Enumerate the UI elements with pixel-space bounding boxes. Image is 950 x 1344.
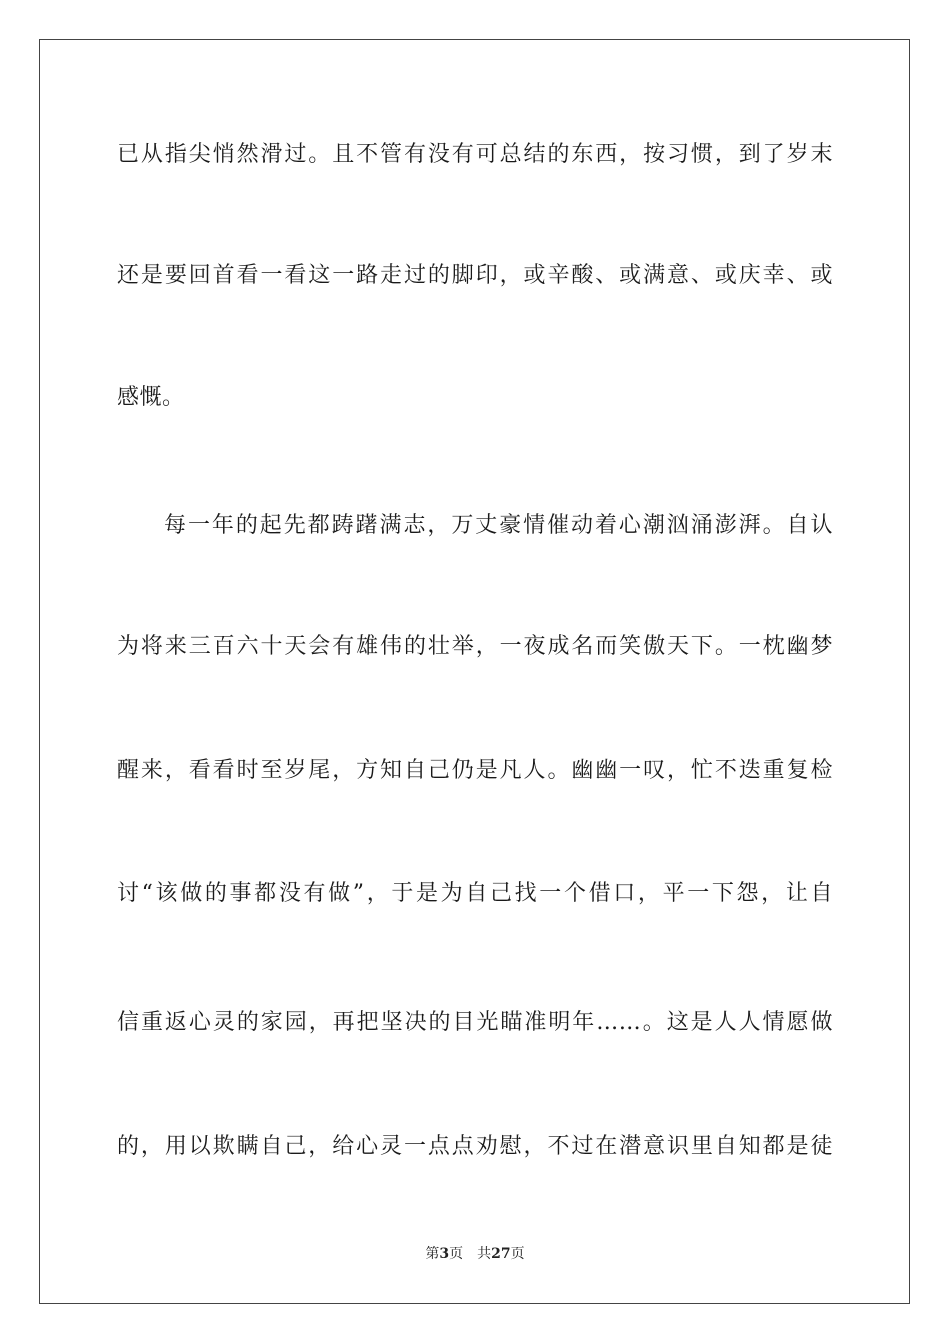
total-pages: 27 [491, 1246, 511, 1262]
total-prefix: 共 [477, 1246, 492, 1262]
total-suffix: 页 [510, 1246, 525, 1262]
text-line-8: 信重返心灵的家园，再把坚决的目光瞄准明年……。这是人人情愿做 [117, 1010, 833, 1035]
page-number: 3 [439, 1246, 450, 1262]
text-line-7: 讨“该做的事都没有做”，于是为自己找一个借口，平一下怨，让自 [117, 881, 833, 906]
text-line-6: 醒来，看看时至岁尾，方知自己仍是凡人。幽幽一叹，忙不迭重复检 [117, 758, 833, 783]
text-line-4-paragraph-start: 每一年的起先都踌躇满志，万丈豪情催动着心潮汹涌澎湃。自认 [164, 513, 833, 538]
page-footer [0, 1245, 950, 1263]
text-line-2: 还是要回首看一看这一路走过的脚印，或辛酸、或满意、或庆幸、或 [117, 263, 833, 288]
text-line-3: 感慨。 [117, 385, 185, 410]
text-line-1: 已从指尖悄然滑过。且不管有没有可总结的东西，按习惯，到了岁末 [117, 142, 833, 167]
text-line-5: 为将来三百六十天会有雄伟的壮举，一夜成名而笑傲天下。一枕幽梦 [117, 634, 833, 659]
page-suffix: 页 [449, 1246, 464, 1262]
text-line-9: 的，用以欺瞒自己，给心灵一点点劝慰，不过在潜意识里自知都是徒 [117, 1134, 833, 1159]
page-border [39, 39, 910, 1304]
page-prefix: 第 [425, 1246, 440, 1262]
